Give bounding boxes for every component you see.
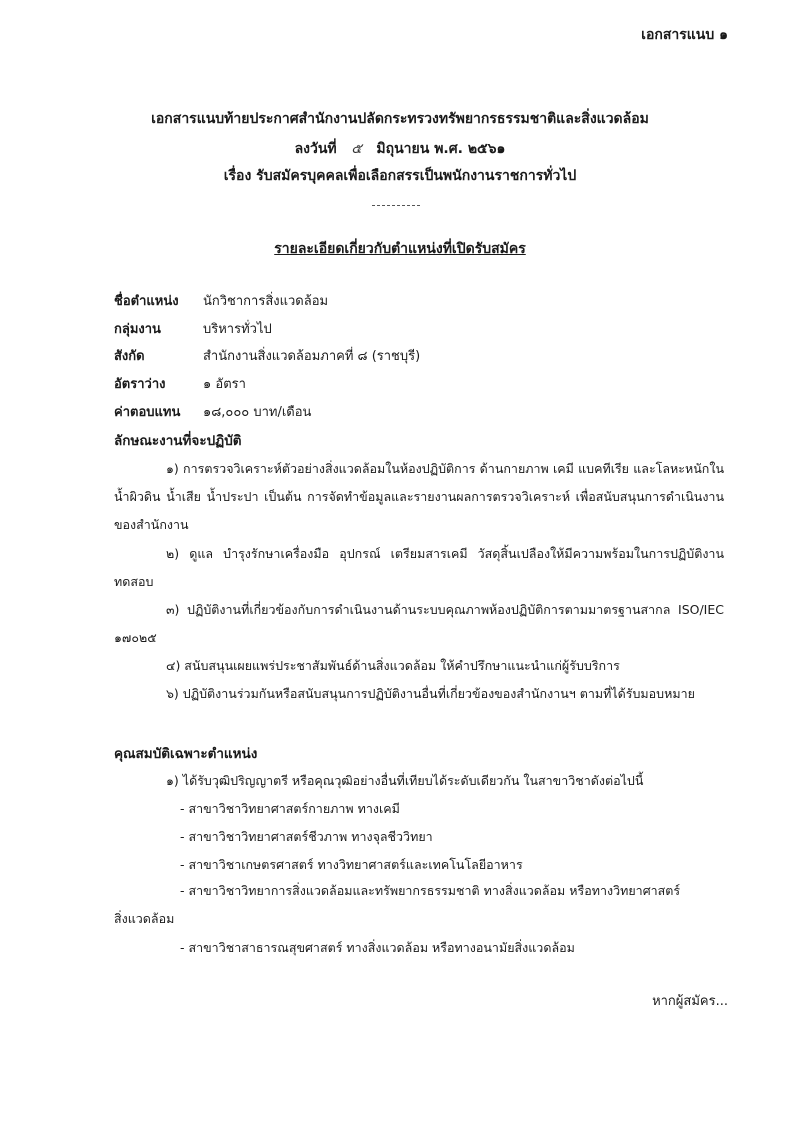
qualification-bullet-2: - สาขาวิชาวิทยาศาสตร์ชีวภาพ ทางจุลชีววิทยา <box>180 829 433 844</box>
qualification-bullet-4: - สาขาวิชาวิทยาการสิ่งแวดล้อมและทรัพยากรธรรมชาติ ทางสิ่งแวดล้อม หรือทางวิทยาศาสตร์ <box>180 883 681 898</box>
date-rest: มิถุนายน พ.ศ. ๒๕๖๑ <box>376 141 506 157</box>
header-line-1: เอกสารแนบท้ายประกาศสำนักงานปลัดกระทรวงทรัพยากรธรรมชาติและสิ่งแวดล้อม <box>151 111 649 127</box>
duty-item-1: ๑) การตรวจวิเคราะห์ตัวอย่างสิ่งแวดล้อมในห้องปฏิบัติการ ด้านกายภาพ เคมี แบคทีเรีย และโลหะหนักในน้ำผิวดิน น้ำเสีย น้ำประปา เป็นต้น การจัดทำข้อมูลและรายงานผลการตรวจวิเคราะห์ เพื่อสนับสนุนการดำเนินงานของสำนักงาน <box>114 461 724 532</box>
qualification-bullet-4-continuation: สิ่งแวดล้อม <box>114 911 175 926</box>
qualification-bullet-3: - สาขาวิชาเกษตรศาสตร์ ทางวิทยาศาสตร์และเทคโนโลยีอาหาร <box>180 857 523 872</box>
field-value-salary: ๑๘,๐๐๐ บาท/เดือน <box>203 405 312 420</box>
qualifications-heading: คุณสมบัติเฉพาะตำแหน่ง <box>114 746 258 762</box>
continued-note: หากผู้สมัคร... <box>652 994 728 1009</box>
field-value-position: นักวิชาการสิ่งแวดล้อม <box>203 294 329 309</box>
qualification-bullet-5: - สาขาวิชาสาธารณสุขศาสตร์ ทางสิ่งแวดล้อม หรือทางอนามัยสิ่งแวดล้อม <box>180 940 575 955</box>
field-value-affiliation: สำนักงานสิ่งแวดล้อมภาคที่ ๘ (ราชบุรี) <box>203 349 421 364</box>
date-prefix: ลงวันที่ <box>294 141 337 157</box>
header-subject: เรื่อง รับสมัครบุคคลเพื่อเลือกสรรเป็นพนักงานราชการทั่วไป <box>223 168 577 184</box>
field-label-group: กลุ่มงาน <box>114 322 161 337</box>
field-label-salary: ค่าตอบแทน <box>114 405 181 420</box>
duty-item-4: ๔) สนับสนุนเผยแพร่ประชาสัมพันธ์ด้านสิ่งแวดล้อม ให้คำปรึกษาแนะนำแก่ผู้รับบริการ <box>166 658 620 673</box>
attachment-label: เอกสารแนบ ๑ <box>641 27 728 43</box>
duty-item-3: ๓) ปฏิบัติงานที่เกี่ยวข้องกับการดำเนินงานด้านระบบคุณภาพห้องปฏิบัติการตามมาตรฐานสากล ISO/IEC ๑๗๐๒๕ <box>114 602 724 645</box>
field-label-position: ชื่อตำแหน่ง <box>114 294 179 309</box>
section-title: รายละเอียดเกี่ยวกับตำแหน่งที่เปิดรับสมัคร <box>274 241 526 257</box>
field-value-group: บริหารทั่วไป <box>203 322 272 337</box>
duty-item-6: ๖) ปฏิบัติงานร่วมกันหรือสนับสนุนการปฏิบัติงานอื่นที่เกี่ยวข้องของสำนักงานฯ ตามที่ได้รับมอบหมาย <box>166 686 695 701</box>
qualification-bullet-1: - สาขาวิชาวิทยาศาสตร์กายภาพ ทางเคมี <box>180 801 400 816</box>
duties-heading: ลักษณะงานที่จะปฏิบัติ <box>114 433 242 449</box>
qualification-item-1: ๑) ได้รับวุฒิปริญญาตรี หรือคุณวุฒิอย่างอื่นที่เทียบได้ระดับเดียวกัน ในสาขาวิชาดังต่อไปนี้ <box>166 773 644 788</box>
field-label-affiliation: สังกัด <box>114 349 145 364</box>
divider <box>372 205 420 206</box>
date-day: ๕ <box>351 141 362 157</box>
field-value-vacancy: ๑ อัตรา <box>203 377 246 392</box>
header-date <box>0 138 800 160</box>
duty-item-2: ๒) ดูแล บำรุงรักษาเครื่องมือ อุปกรณ์ เตรียมสารเคมี วัสดุสิ้นเปลืองให้มีความพร้อมในการปฏิบัติงานทดสอบ <box>114 546 724 589</box>
field-label-vacancy: อัตราว่าง <box>114 377 166 392</box>
